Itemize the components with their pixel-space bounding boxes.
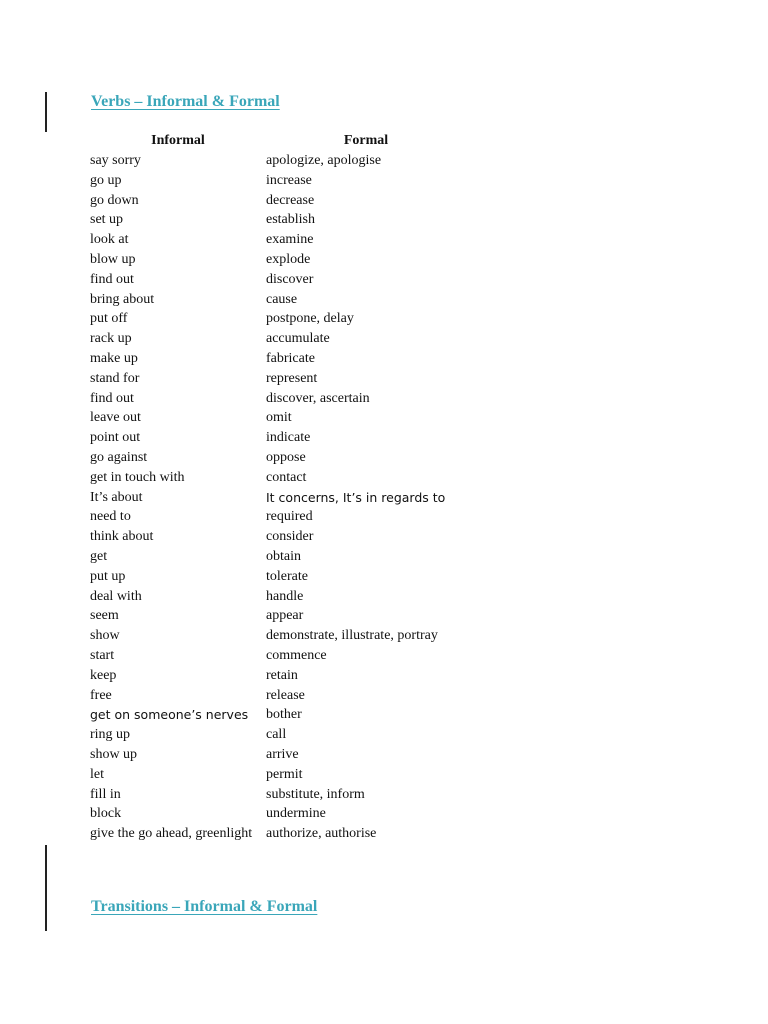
formal-cell: commence: [266, 647, 327, 663]
table-row: [90, 309, 466, 329]
table-row: [90, 389, 466, 409]
header-formal: Formal: [343, 133, 389, 148]
table-row: [90, 646, 466, 666]
informal-cell: rack up: [90, 331, 132, 347]
formal-cell: oppose: [266, 449, 306, 465]
table-row: [90, 290, 466, 310]
table-row: [90, 250, 466, 270]
table-row: [90, 151, 466, 171]
table-row: [90, 804, 466, 824]
formal-cell: decrease: [266, 192, 315, 208]
table-row: [90, 547, 466, 567]
table-row: [90, 329, 466, 349]
margin-change-bar: [45, 92, 47, 132]
table-row: [90, 765, 466, 785]
informal-cell: put up: [90, 568, 126, 584]
informal-cell: set up: [90, 212, 124, 228]
formal-cell: postpone, delay: [266, 311, 354, 327]
formal-cell: bother: [266, 707, 302, 723]
transitions-heading[interactable]: Transitions – Informal & Formal: [91, 898, 318, 915]
formal-cell: explode: [266, 251, 311, 267]
informal-cell: think about: [90, 529, 154, 545]
formal-cell: demonstrate, illustrate, portray: [266, 628, 438, 644]
informal-cell: look at: [90, 232, 129, 248]
informal-cell: go down: [90, 192, 139, 208]
table-row: [90, 369, 466, 389]
table-row: [90, 587, 466, 607]
table-row: [90, 468, 466, 488]
verbs-table: [90, 131, 466, 844]
formal-cell: tolerate: [266, 568, 308, 584]
table-row: [90, 428, 466, 448]
formal-cell: substitute, inform: [266, 786, 365, 802]
formal-cell: required: [266, 509, 313, 525]
formal-cell: retain: [266, 667, 298, 683]
formal-cell: contact: [266, 469, 307, 485]
table-row: [90, 171, 466, 191]
table-row: [90, 824, 466, 844]
table-row: [90, 488, 466, 508]
informal-cell: need to: [90, 509, 131, 525]
formal-cell: release: [266, 687, 305, 703]
formal-cell: accumulate: [266, 331, 330, 347]
formal-cell: omit: [266, 410, 292, 426]
informal-cell: give the go ahead, greenlight: [90, 826, 253, 842]
informal-cell: go against: [90, 449, 148, 465]
table-row: [90, 626, 466, 646]
formal-cell: call: [266, 727, 287, 743]
table-row: [90, 606, 466, 626]
informal-cell: find out: [90, 390, 134, 406]
formal-cell: arrive: [266, 746, 299, 762]
table-row: [90, 725, 466, 745]
formal-cell: handle: [266, 588, 304, 604]
formal-cell: permit: [266, 766, 303, 782]
formal-cell: indicate: [266, 430, 311, 446]
informal-cell: keep: [90, 667, 117, 683]
table-header-row: [90, 131, 466, 151]
formal-cell: fabricate: [266, 350, 315, 366]
formal-cell: represent: [266, 370, 318, 386]
table-row: [90, 666, 466, 686]
table-row: [90, 705, 466, 725]
informal-cell: get on someone’s nerves: [90, 707, 249, 723]
formal-cell: appear: [266, 608, 304, 624]
informal-cell: go up: [90, 172, 122, 188]
informal-cell: start: [90, 647, 115, 663]
table-row: [90, 785, 466, 805]
formal-cell: obtain: [266, 548, 301, 564]
table-row: [90, 270, 466, 290]
informal-cell: show: [90, 628, 120, 644]
informal-cell: bring about: [90, 291, 155, 307]
formal-cell: increase: [266, 172, 312, 188]
formal-cell: establish: [266, 212, 315, 228]
informal-cell: leave out: [90, 410, 141, 426]
informal-cell: blow up: [90, 251, 136, 267]
formal-cell: It concerns, It’s in regards to: [266, 489, 446, 505]
formal-cell: undermine: [266, 806, 326, 822]
informal-cell: find out: [90, 271, 134, 287]
formal-cell: discover: [266, 271, 314, 287]
informal-cell: say sorry: [90, 153, 141, 168]
informal-cell: seem: [90, 608, 119, 624]
informal-cell: ring up: [90, 727, 131, 743]
table-row: [90, 408, 466, 428]
margin-change-bar: [45, 845, 47, 931]
informal-cell: put off: [90, 311, 128, 327]
informal-cell: get in touch with: [90, 469, 185, 485]
informal-cell: deal with: [90, 588, 142, 604]
table-row: [90, 191, 466, 211]
informal-cell: block: [90, 806, 122, 822]
formal-cell: consider: [266, 529, 314, 545]
table-row: [90, 230, 466, 250]
table-row: [90, 507, 466, 527]
formal-cell: apologize, apologise: [266, 153, 382, 168]
formal-cell: examine: [266, 232, 314, 248]
informal-cell: point out: [90, 430, 141, 446]
informal-cell: stand for: [90, 370, 140, 386]
informal-cell: show up: [90, 746, 138, 762]
header-informal: Informal: [151, 133, 205, 148]
informal-cell: free: [90, 687, 112, 703]
formal-cell: authorize, authorise: [266, 826, 377, 842]
table-row: [90, 527, 466, 547]
verbs-heading[interactable]: Verbs – Informal & Formal: [91, 93, 280, 110]
formal-cell: discover, ascertain: [266, 390, 370, 406]
table-row: [90, 210, 466, 230]
informal-cell: get: [90, 548, 108, 564]
table-row: [90, 567, 466, 587]
table-row: [90, 349, 466, 369]
informal-cell: let: [90, 766, 104, 782]
formal-cell: cause: [266, 291, 298, 307]
table-row: [90, 745, 466, 765]
table-body: [90, 151, 466, 844]
informal-cell: It’s about: [90, 489, 143, 505]
informal-cell: fill in: [90, 786, 121, 802]
table-row: [90, 686, 466, 706]
table-row: [90, 448, 466, 468]
informal-cell: make up: [90, 350, 138, 366]
